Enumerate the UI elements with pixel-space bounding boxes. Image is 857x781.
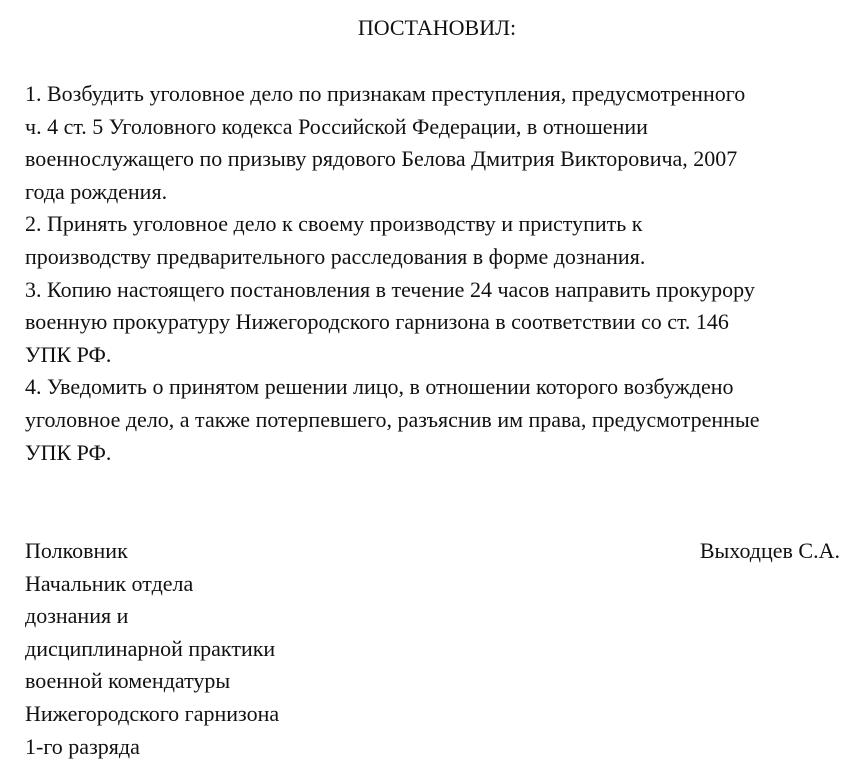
signature-rank: Полковник bbox=[25, 538, 128, 563]
signature-position-line: дисциплинарной практики bbox=[25, 635, 276, 661]
text-line: 2. Принять уголовное дело к своему производству и приступить к bbox=[25, 211, 643, 237]
resolution-item-1 bbox=[25, 78, 857, 208]
resolution-item-2 bbox=[25, 208, 857, 273]
text-line: 4. Уведомить о принятом решении лицо, в отношении которого возбуждено bbox=[25, 374, 734, 400]
text-line: года рождения. bbox=[25, 178, 168, 204]
text-line: 3. Копию настоящего постановления в течение 24 часов направить прокурору bbox=[25, 276, 755, 302]
signature-position-line: военной комендатуры bbox=[25, 668, 231, 694]
text-line: УПК РФ. bbox=[25, 439, 112, 465]
text-line: военнослужащего по призыву рядового Белова Дмитрия Викторовича, 2007 bbox=[25, 146, 738, 172]
signature-title-block bbox=[25, 535, 840, 763]
signature-position-line: Нижегородского гарнизона bbox=[25, 700, 280, 726]
resolution-item-4 bbox=[25, 371, 857, 469]
text-line: 1. Возбудить уголовное дело по признакам преступления, предусмотренного bbox=[25, 81, 746, 106]
signature-position-line: Начальник отдела bbox=[25, 570, 194, 596]
text-line: военную прокуратуру Нижегородского гарнизона в соответствии со ст. 146 bbox=[25, 309, 729, 335]
signature-name: Выходцев С.А. bbox=[699, 538, 840, 563]
resolution-items bbox=[25, 78, 857, 469]
signature-position-line: 1-го разряда bbox=[25, 733, 140, 759]
resolution-item-3 bbox=[25, 274, 857, 372]
signature-position-line: дознания и bbox=[25, 603, 129, 629]
text-line: уголовное дело, а также потерпевшего, разъяснив им права, предусмотренные bbox=[25, 406, 760, 432]
document-heading: ПОСТАНОВИЛ: bbox=[357, 15, 517, 40]
text-line: производству предварительного расследования в форме дознания. bbox=[25, 243, 646, 269]
text-line: УПК РФ. bbox=[25, 341, 112, 367]
text-line: ч. 4 ст. 5 Уголовного кодекса Российской Федерации, в отношении bbox=[25, 113, 648, 139]
